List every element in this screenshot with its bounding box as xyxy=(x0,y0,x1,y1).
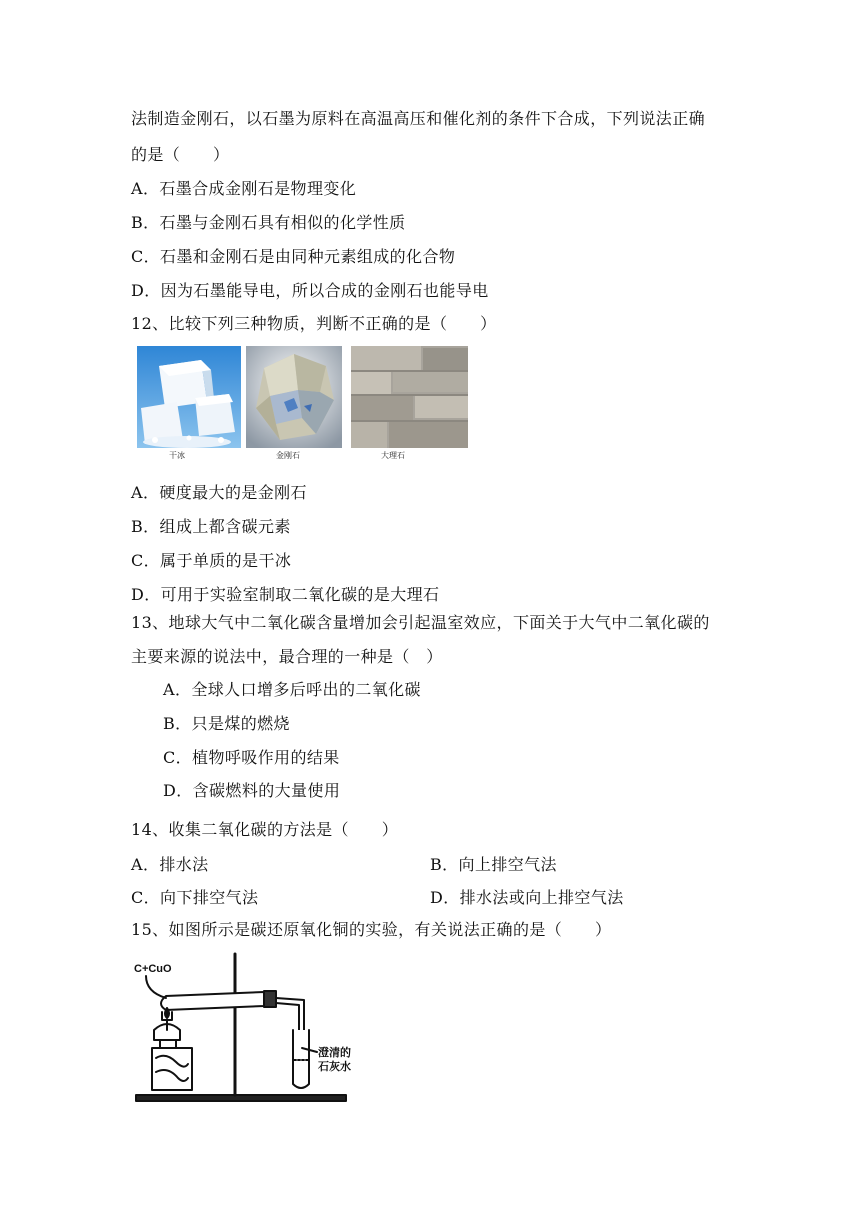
q14-stem: 14、收集二氧化碳的方法是（ ） xyxy=(131,820,399,839)
marble-photo xyxy=(351,346,468,448)
q13-stem-line2: 主要来源的说法中，最合理的一种是（ ） xyxy=(131,647,443,666)
q13-option-c: C．植物呼吸作用的结果 xyxy=(163,748,340,767)
label-limewater-1: 澄清的 xyxy=(318,1046,351,1059)
diamond-photo xyxy=(246,346,342,448)
q14-option-d: D．排水法或向上排空气法 xyxy=(430,888,624,907)
q12-option-c: C．属于单质的是干冰 xyxy=(131,551,292,570)
caption-marble: 大理石 xyxy=(381,451,405,460)
q11-option-d: D．因为石墨能导电，所以合成的金刚石也能导电 xyxy=(131,281,489,300)
q11-option-c: C．石墨和金刚石是由同种元素组成的化合物 xyxy=(131,247,456,266)
caption-dry-ice: 干冰 xyxy=(169,451,185,460)
q13-option-b: B．只是煤的燃烧 xyxy=(163,714,290,733)
q12-option-a: A．硬度最大的是金刚石 xyxy=(131,483,307,502)
carbon-reduction-apparatus-figure xyxy=(132,948,364,1108)
q14-option-c: C．向下排空气法 xyxy=(131,888,259,907)
apparatus-drawing xyxy=(132,948,364,1108)
q13-stem-line1: 13、地球大气中二氧化碳含量增加会引起温室效应，下面关于大气中二氧化碳的 xyxy=(131,613,710,632)
label-limewater-2: 石灰水 xyxy=(318,1060,351,1073)
q13-option-d: D．含碳燃料的大量使用 xyxy=(163,781,341,800)
q14-option-b: B．向上排空气法 xyxy=(430,855,557,874)
q11-option-b: B．石墨与金刚石具有相似的化学性质 xyxy=(131,213,406,232)
q12-option-b: B．组成上都含碳元素 xyxy=(131,517,291,536)
q11-option-a: A．石墨合成金刚石是物理变化 xyxy=(131,179,357,198)
q12-stem: 12、比较下列三种物质，判断不正确的是（ ） xyxy=(131,314,497,333)
q14-option-a: A．排水法 xyxy=(131,855,209,874)
caption-diamond: 金刚石 xyxy=(276,451,300,460)
q15-stem: 15、如图所示是碳还原氧化铜的实验，有关说法正确的是（ ） xyxy=(131,920,612,939)
q14-option-row2 xyxy=(131,888,624,908)
q11-stem-line2: 的是（ ） xyxy=(131,145,230,164)
q12-option-d: D．可用于实验室制取二氧化碳的是大理石 xyxy=(131,585,440,604)
q14-option-row1 xyxy=(131,855,557,875)
dry-ice-photo xyxy=(137,346,241,448)
label-c-cuo: C+CuO xyxy=(134,963,172,975)
q13-option-a: A．全球人口增多后呼出的二氧化碳 xyxy=(163,680,421,699)
q11-stem-line1: 法制造金刚石，以石墨为原料在高温高压和催化剂的条件下合成，下列说法正确 xyxy=(131,109,706,128)
